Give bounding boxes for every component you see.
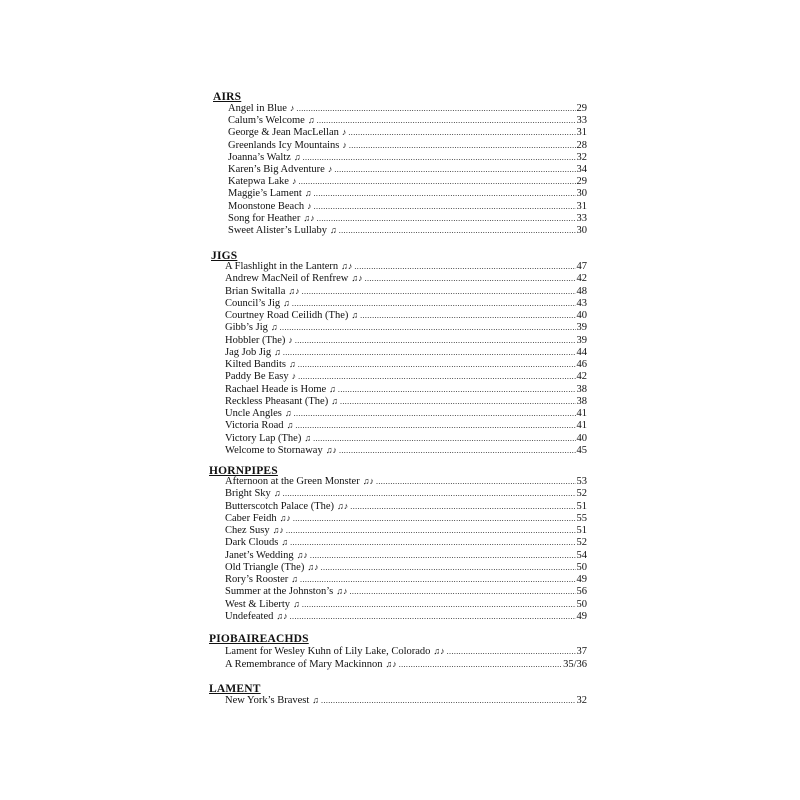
toc-entry	[225, 260, 587, 272]
tune-title: Lament for Wesley Kuhn of Lily Lake, Colorado	[225, 646, 431, 657]
toc-entry	[228, 212, 587, 224]
toc-entry	[225, 585, 587, 597]
section-heading-hornpipes: HORNPIPES	[209, 465, 278, 477]
toc-entry	[228, 139, 587, 151]
music-notes-icon: ♫	[293, 598, 300, 609]
toc-entry	[225, 444, 587, 456]
music-notes-icon: ♫♪	[279, 512, 291, 523]
page-number: 41	[576, 408, 587, 419]
tune-title: Sweet Alister’s Lullaby	[228, 225, 327, 236]
page-number: 51	[576, 525, 587, 536]
music-notes-icon: ♫	[283, 297, 290, 308]
music-notes-icon: ♫	[274, 346, 281, 357]
tune-title: Katepwa Lake	[228, 176, 289, 188]
toc-entry	[225, 358, 587, 370]
page-number: 39	[576, 334, 587, 346]
tune-title: Song for Heather	[228, 212, 301, 224]
music-notes-icon: ♫	[291, 574, 299, 584]
toc-entry	[228, 114, 587, 126]
page-number: 34	[576, 164, 587, 175]
music-notes-icon: ♫♪	[296, 549, 308, 560]
section-heading-jigs: JIGS	[211, 250, 238, 262]
page-number: 40	[576, 310, 587, 321]
music-notes-icon: ♫	[270, 322, 278, 333]
page-number: 48	[576, 285, 587, 297]
toc-entry	[225, 658, 587, 670]
music-notes-icon: ♫♪	[288, 285, 300, 296]
toc-entry	[225, 321, 587, 333]
dot-leader	[339, 445, 576, 457]
toc-entry	[228, 187, 587, 199]
tune-title: Dark Clouds	[225, 537, 279, 549]
tune-title: Old Triangle (The)	[225, 561, 305, 573]
toc-entry	[225, 512, 587, 524]
toc-entry	[225, 419, 587, 431]
page-number: 39	[576, 322, 587, 334]
page-number: 33	[576, 212, 587, 224]
toc-entry	[228, 151, 587, 163]
music-notes-icon: ♫♪	[336, 586, 348, 597]
music-notes-icon: ♪	[307, 200, 312, 211]
toc-entry	[225, 610, 587, 622]
toc-entry	[225, 549, 587, 561]
page-number: 33	[576, 115, 587, 127]
tune-title: Bright Sky	[225, 488, 271, 500]
tune-title: Brian Switalla	[225, 285, 286, 297]
page-number: 56	[576, 586, 587, 598]
tune-title: Council’s Jig	[225, 297, 281, 309]
music-notes-icon: ♫♪	[385, 658, 397, 669]
music-notes-icon: ♫♪	[362, 476, 374, 486]
page-number: 47	[576, 261, 587, 272]
music-notes-icon: ♫	[329, 383, 336, 394]
toc-entry	[225, 285, 587, 297]
toc-entry	[228, 175, 587, 187]
section-heading-airs: AIRS	[213, 91, 242, 103]
tune-title: Janet’s Wedding	[225, 549, 294, 561]
page-number: 38	[576, 395, 587, 407]
page-number: 51	[576, 500, 587, 512]
page-number: 42	[576, 371, 587, 383]
page-number: 52	[576, 537, 587, 549]
music-notes-icon: ♪	[291, 371, 297, 382]
toc-entry	[225, 524, 587, 536]
page-number: 38	[576, 383, 587, 395]
music-notes-icon: ♫	[312, 695, 320, 705]
toc-entry	[225, 297, 587, 309]
tune-title: Caber Feidh	[225, 512, 277, 524]
tune-title: Greenlands Icy Mountains	[228, 139, 340, 151]
tune-title: Uncle Angles	[225, 408, 282, 419]
toc-entry	[225, 536, 587, 548]
tune-title: Paddy Be Easy	[225, 371, 289, 383]
page-number: 40	[576, 432, 587, 444]
toc-entry	[225, 500, 587, 512]
page-number: 29	[576, 176, 587, 188]
music-notes-icon: ♫♪	[337, 500, 349, 511]
page-number: 30	[576, 188, 587, 200]
tune-title: Courtney Road Ceilidh (The)	[225, 310, 349, 321]
tune-title: Moonstone Beach	[228, 200, 305, 212]
music-notes-icon: ♫♪	[351, 273, 363, 284]
toc-entry	[225, 432, 587, 444]
toc-entry	[225, 407, 587, 419]
music-notes-icon: ♪	[342, 139, 347, 150]
music-notes-icon: ♫♪	[433, 646, 445, 656]
tune-title: Karen’s Big Adventure	[228, 164, 325, 175]
page-number: 28	[576, 139, 587, 151]
toc-entry	[225, 309, 587, 321]
page-number: 54	[576, 549, 587, 561]
toc-entry	[225, 694, 587, 706]
music-notes-icon: ♫♪	[325, 444, 337, 455]
page-number: 42	[576, 273, 587, 285]
tune-title: Hobbler (The)	[225, 334, 286, 346]
page-number: 46	[576, 359, 587, 370]
tune-title: Gibb’s Jig	[225, 322, 268, 334]
toc-entry	[228, 126, 587, 138]
tune-title: A Flashlight in the Lantern	[225, 261, 339, 272]
toc-entry	[225, 573, 587, 585]
tune-title: Angel in Blue	[228, 103, 287, 114]
dot-leader	[339, 225, 576, 237]
tune-title: Chez Susy	[225, 525, 270, 536]
page-number: 49	[576, 574, 587, 585]
tune-title: Joanna’s Waltz	[228, 151, 291, 163]
tune-title: Undefeated	[225, 610, 274, 622]
page-number: 30	[576, 225, 587, 236]
music-notes-icon: ♪	[289, 103, 295, 113]
page-number: 55	[576, 512, 587, 524]
toc-entry	[225, 272, 587, 284]
tune-title: Jag Job Jig	[225, 346, 272, 358]
page-number: 31	[576, 200, 587, 212]
music-notes-icon: ♪	[288, 334, 293, 345]
tune-title: Rory’s Rooster	[225, 574, 289, 585]
tune-title: Rachael Heade is Home	[225, 383, 327, 395]
page-number: 45	[576, 444, 587, 456]
music-notes-icon: ♫	[286, 420, 294, 431]
page-number: 32	[576, 151, 587, 163]
music-notes-icon: ♫	[307, 115, 315, 126]
page-number: 44	[576, 346, 587, 358]
tune-title: Calum’s Welcome	[228, 115, 305, 127]
page-number: 32	[576, 695, 587, 706]
tune-title: West & Liberty	[225, 598, 291, 610]
tune-title: Butterscotch Palace (The)	[225, 500, 335, 512]
dot-leader	[290, 611, 576, 623]
toc-entry	[228, 102, 587, 114]
tune-title: Maggie’s Lament	[228, 188, 302, 200]
music-notes-icon: ♫♪	[272, 525, 284, 535]
music-notes-icon: ♫	[329, 225, 337, 235]
tune-title: Reckless Pheasant (The)	[225, 395, 329, 407]
music-notes-icon: ♪	[341, 127, 347, 138]
music-notes-icon: ♫	[288, 359, 296, 369]
page-number: 50	[576, 561, 587, 573]
page-number: 35/36	[563, 658, 587, 670]
tune-title: A Remembrance of Mary Mackinnon	[225, 658, 383, 670]
page-number: 43	[576, 297, 587, 309]
section-heading-piobaireachds: PIOBAIREACHDS	[209, 633, 309, 645]
page-number: 29	[576, 103, 587, 114]
section-heading-lament: LAMENT	[209, 683, 261, 695]
toc-entry	[225, 561, 587, 573]
tune-title: Victoria Road	[225, 420, 284, 432]
page-number: 53	[576, 476, 587, 487]
music-notes-icon: ♫♪	[341, 261, 353, 271]
toc-entry	[225, 487, 587, 499]
tune-title: Afternoon at the Green Monster	[225, 476, 360, 487]
music-notes-icon: ♫	[284, 408, 292, 418]
tune-title: Andrew MacNeil of Renfrew	[225, 273, 349, 285]
music-notes-icon: ♫	[281, 537, 289, 548]
page-number: 49	[576, 610, 587, 622]
toc-entry	[225, 598, 587, 610]
music-notes-icon: ♫	[304, 188, 312, 199]
dot-leader	[321, 695, 575, 707]
tune-title: George & Jean MacLellan	[228, 127, 339, 139]
tune-title: New York’s Bravest	[225, 695, 310, 706]
music-notes-icon: ♫	[304, 432, 312, 443]
toc-entry	[225, 383, 587, 395]
music-notes-icon: ♪	[291, 176, 297, 187]
toc-entry	[228, 200, 587, 212]
music-notes-icon: ♫♪	[307, 561, 319, 572]
toc-entry	[225, 370, 587, 382]
music-notes-icon: ♫	[351, 310, 359, 320]
toc-entry	[225, 334, 587, 346]
toc-entry	[228, 163, 587, 175]
music-notes-icon: ♫	[293, 151, 301, 162]
music-notes-icon: ♫♪	[303, 212, 315, 223]
tune-title: Kilted Bandits	[225, 359, 286, 370]
page-number: 37	[576, 646, 587, 657]
toc-entry	[225, 395, 587, 407]
page-number: 50	[576, 598, 587, 610]
music-notes-icon: ♫♪	[276, 610, 288, 621]
page-number: 31	[576, 127, 587, 139]
toc-entry	[225, 475, 587, 487]
music-notes-icon: ♪	[327, 164, 333, 174]
tune-title: Welcome to Stornaway	[225, 444, 323, 456]
dot-leader	[399, 659, 562, 671]
page-number: 41	[576, 420, 587, 432]
toc-entry	[228, 224, 587, 236]
tune-title: Summer at the Johnston’s	[225, 586, 334, 598]
music-notes-icon: ♫	[331, 395, 338, 406]
music-notes-icon: ♫	[273, 488, 281, 499]
dot-leader	[447, 646, 576, 658]
toc-entry	[225, 346, 587, 358]
page-number: 52	[576, 488, 587, 500]
tune-title: Victory Lap (The)	[225, 432, 302, 444]
toc-entry	[225, 645, 587, 657]
